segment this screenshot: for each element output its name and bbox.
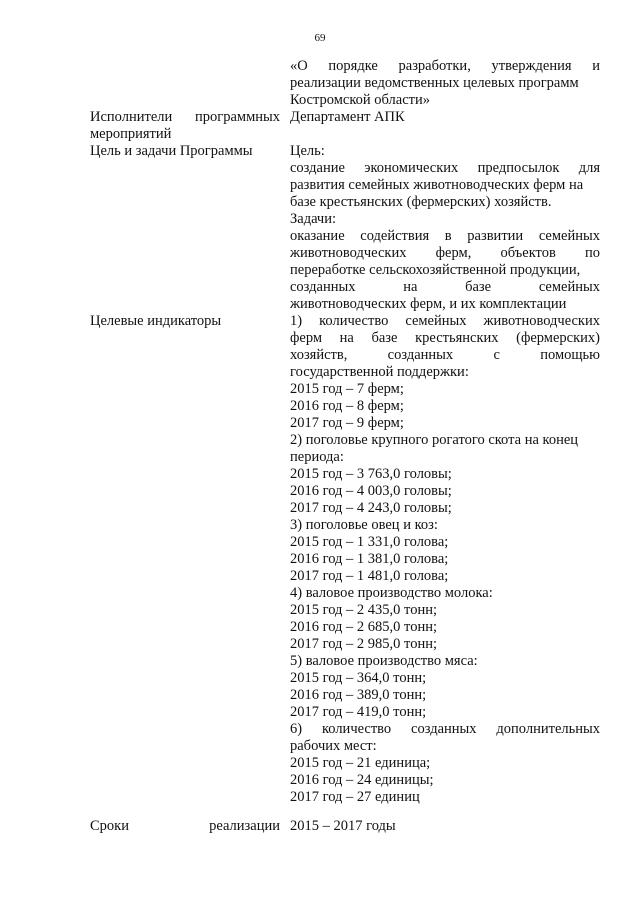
content-line: базе крестьянских (фермерских) хозяйств. <box>290 194 552 210</box>
content-line: созданных на базе семейных <box>290 279 600 295</box>
content-line: создание экономических предпосылок для <box>290 160 600 176</box>
content-line: 2015 – 2017 годы <box>290 818 396 834</box>
content-line: 2015 год – 2 435,0 тонн; <box>290 602 437 618</box>
content-line: «О порядке разработки, утверждения и <box>290 58 600 74</box>
content-line: 2017 год – 1 481,0 голова; <box>290 568 449 584</box>
content-line: 1) количество семейных животноводческих <box>290 313 600 329</box>
content-line: 2016 год – 24 единицы; <box>290 772 434 788</box>
content-line: 4) валовое производство молока: <box>290 585 493 601</box>
content-line: реализации ведомственных целевых программ <box>290 75 579 91</box>
content-line: 2015 год – 1 331,0 голова; <box>290 534 449 550</box>
content-line: 2) поголовье крупного рогатого скота на конец <box>290 432 579 448</box>
content-line: 2016 год – 2 685,0 тонн; <box>290 619 437 635</box>
content-line: Цель: <box>290 143 325 159</box>
content-line: 6) количество созданных дополнительных <box>290 721 600 737</box>
content-line: 2016 год – 1 381,0 голова; <box>290 551 449 567</box>
content-line: 2017 год – 419,0 тонн; <box>290 704 427 720</box>
row-label <box>90 818 280 835</box>
row-content <box>290 818 600 835</box>
row-content <box>290 313 600 806</box>
content-line: государственной поддержки: <box>290 364 469 380</box>
label-line: Сроки реализации <box>90 818 280 834</box>
label-line: Целевые индикаторы <box>90 313 222 329</box>
row-content <box>290 109 600 126</box>
label-line: мероприятий <box>90 126 172 142</box>
content-line: ферм на базе крестьянских (фермерских) <box>290 330 600 346</box>
content-line: 2015 год – 3 763,0 головы; <box>290 466 452 482</box>
content-line: 5) валовое производство мяса: <box>290 653 478 669</box>
content-line: животноводческих ферм, и их комплектации <box>290 296 567 312</box>
content-line: развития семейных животноводческих ферм на <box>290 177 584 193</box>
content-line: Департамент АПК <box>290 109 405 125</box>
row-label <box>90 143 280 160</box>
content-line: Костромской области» <box>290 92 431 108</box>
row-content <box>290 143 600 313</box>
content-line: оказание содействия в развитии семейных <box>290 228 600 244</box>
content-line: 2016 год – 389,0 тонн; <box>290 687 427 703</box>
content-line: переработке сельскохозяйственной продукции, <box>290 262 581 278</box>
row-label <box>90 313 280 330</box>
content-line: животноводческих ферм, объектов по <box>290 245 600 261</box>
content-line: Задачи: <box>290 211 337 227</box>
content-line: 2017 год – 4 243,0 головы; <box>290 500 452 516</box>
content-line: хозяйств, созданных с помощью <box>290 347 600 363</box>
content-line: 2017 год – 9 ферм; <box>290 415 404 431</box>
content-line: 2017 год – 27 единиц <box>290 789 420 805</box>
content-line: 2015 год – 7 ферм; <box>290 381 404 397</box>
content-line: 2016 год – 8 ферм; <box>290 398 404 414</box>
content-line: 3) поголовье овец и коз: <box>290 517 438 533</box>
content-line: 2015 год – 364,0 тонн; <box>290 670 427 686</box>
content-line: 2017 год – 2 985,0 тонн; <box>290 636 437 652</box>
label-line: Цель и задачи Программы <box>90 143 253 159</box>
content-line: рабочих мест: <box>290 738 377 754</box>
row-label <box>90 109 280 143</box>
page-number: 69 <box>314 32 326 44</box>
content-line: 2015 год – 21 единица; <box>290 755 431 771</box>
label-line: Исполнители программных <box>90 109 280 125</box>
row-content <box>290 58 600 109</box>
content-line: периода: <box>290 449 344 465</box>
content-line: 2016 год – 4 003,0 головы; <box>290 483 452 499</box>
